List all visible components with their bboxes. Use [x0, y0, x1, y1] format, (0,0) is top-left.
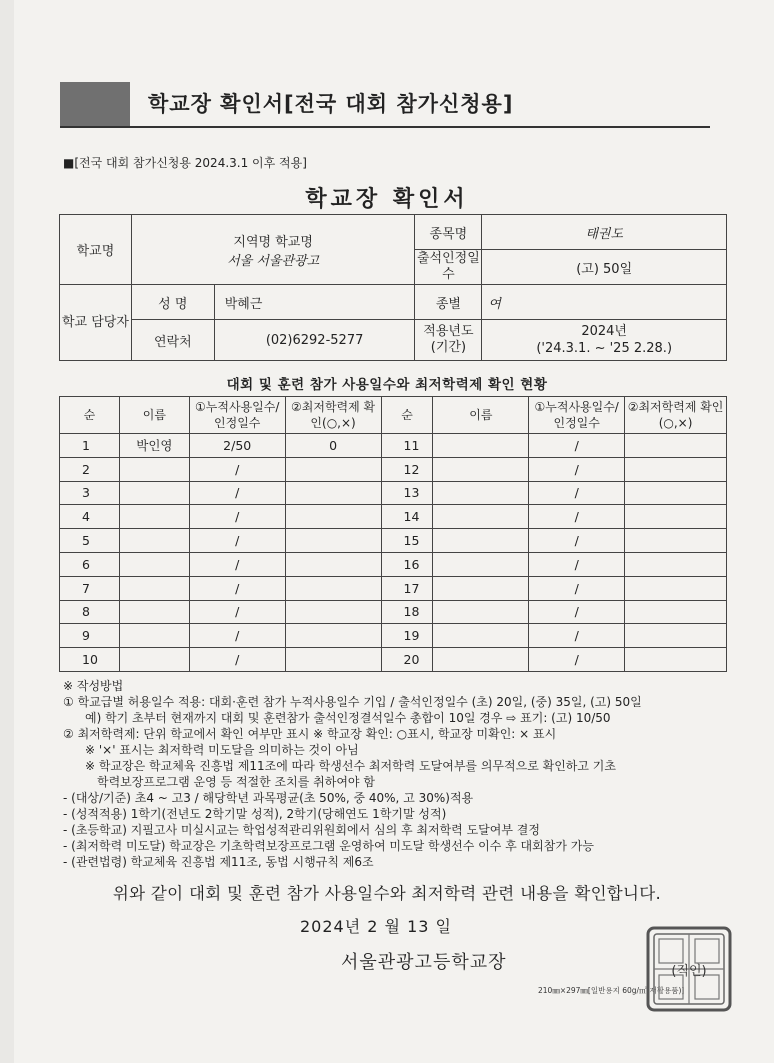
- col-header-name-left: 이름: [119, 397, 189, 434]
- row-number: 14: [381, 505, 433, 529]
- application-note: ■[전국 대회 참가신청용 2024.3.1 이후 적용]: [63, 156, 307, 170]
- header-rule: [60, 126, 710, 128]
- manager-label: 학교 담당자: [60, 285, 132, 361]
- row-number: 11: [381, 434, 433, 458]
- row-number: 5: [60, 529, 120, 553]
- detail-elementary: - (초등학교) 지필고사 미실시교는 학업성적관리위원회에서 심의 후 최저학력 도달여부 결정: [63, 823, 540, 837]
- student-name: [119, 576, 189, 600]
- col-header-check-left: ②최저학력제 확인(○,×): [285, 397, 381, 434]
- participation-table: [59, 396, 727, 672]
- row-number: 6: [60, 552, 120, 576]
- row-number: 18: [381, 600, 433, 624]
- row-number: 4: [60, 505, 120, 529]
- days-used: /: [529, 457, 625, 481]
- gender-value: 여: [482, 285, 727, 320]
- detail-grades: - (성적적용) 1학기(전년도 2학기말 성적), 2학기(당해연도 1학기말 성적): [63, 807, 447, 821]
- paper-spec: 210㎜×297㎜[일반용지 60g/㎡(재활용품)]: [538, 986, 685, 995]
- student-name: [119, 552, 189, 576]
- min-academic-check: [285, 457, 381, 481]
- min-academic-check: [625, 648, 727, 672]
- row-number: 3: [60, 481, 120, 505]
- row-number: 16: [381, 552, 433, 576]
- col-header-no-right: 순: [381, 397, 433, 434]
- school-label: 학교명: [60, 215, 132, 285]
- min-academic-check: [285, 576, 381, 600]
- student-name: [433, 481, 529, 505]
- min-academic-check: [625, 434, 727, 458]
- event-value: 태권도: [482, 215, 727, 250]
- contact-label: 연락처: [131, 320, 214, 361]
- min-academic-check: [625, 481, 727, 505]
- days-used: /: [189, 576, 285, 600]
- instruction-note-principal-cont: 학력보장프로그램 운영 등 적절한 조치를 취하여야 함: [97, 775, 375, 789]
- student-name: 박인영: [119, 434, 189, 458]
- student-name: [119, 624, 189, 648]
- student-name: [433, 552, 529, 576]
- student-name: [119, 600, 189, 624]
- min-academic-check: [285, 624, 381, 648]
- days-used: 2/50: [189, 434, 285, 458]
- row-number: 17: [381, 576, 433, 600]
- days-used: /: [529, 552, 625, 576]
- min-academic-check: [625, 624, 727, 648]
- student-name: [433, 457, 529, 481]
- school-info-table: [59, 214, 727, 361]
- detail-target: - (대상/기준) 초4 ~ 고3 / 해당학년 과목평균(초 50%, 중 40%, 고 30%)적용: [63, 791, 474, 805]
- student-name: [433, 624, 529, 648]
- student-name: [433, 529, 529, 553]
- days-used: /: [529, 505, 625, 529]
- table-row: [60, 600, 727, 624]
- student-name: [433, 505, 529, 529]
- school-principal-name: 서울관광고등학교장: [341, 952, 507, 973]
- table-row: [60, 624, 727, 648]
- form-title: 학교장 확인서: [305, 187, 469, 212]
- instruction-1: ① 학교급별 허용일수 적용: 대회·훈련 참가 누적사용일수 기입 / 출석인정일수 (초) 20일, (중) 35일, (고) 50일: [63, 695, 642, 709]
- row-number: 2: [60, 457, 120, 481]
- days-used: /: [529, 600, 625, 624]
- header-gray-block: [60, 82, 130, 126]
- min-academic-check: [285, 552, 381, 576]
- instructions-heading: ※ 작성방법: [63, 679, 124, 693]
- col-header-days-right: ①누적사용일수/인정일수: [529, 397, 625, 434]
- days-used: /: [189, 481, 285, 505]
- contact-value: (02)6292-5277: [214, 320, 415, 361]
- header-title: 학교장 확인서[전국 대회 참가신청용]: [148, 92, 514, 116]
- year-label: 적용년도 (기간): [415, 320, 482, 361]
- student-name: [433, 576, 529, 600]
- name-value: 박혜근: [214, 285, 415, 320]
- confirmation-statement: 위와 같이 대회 및 훈련 참가 사용일수와 최저학력 관련 내용을 확인합니다.: [112, 884, 662, 903]
- student-name: [119, 457, 189, 481]
- days-used: /: [189, 600, 285, 624]
- row-number: 12: [381, 457, 433, 481]
- instruction-2: ② 최저학력제: 단위 학교에서 확인 여부만 표시 ※ 학교장 확인: ○표시, 학교장 미확인: × 표시: [63, 727, 557, 741]
- days-used: /: [189, 648, 285, 672]
- school-cell: [131, 215, 415, 285]
- row-number: 19: [381, 624, 433, 648]
- min-academic-check: [285, 529, 381, 553]
- student-name: [119, 648, 189, 672]
- min-academic-check: [625, 529, 727, 553]
- min-academic-check: [625, 505, 727, 529]
- row-number: 15: [381, 529, 433, 553]
- min-academic-check: 0: [285, 434, 381, 458]
- official-seal: [645, 925, 733, 1013]
- table-row: [60, 481, 727, 505]
- min-academic-check: [625, 552, 727, 576]
- col-header-days-left: ①누적사용일수/인정일수: [189, 397, 285, 434]
- table-row: [60, 648, 727, 672]
- table-row: [60, 552, 727, 576]
- instructions: [63, 678, 743, 870]
- year-value: 2024년: [581, 324, 627, 339]
- days-used: /: [529, 434, 625, 458]
- row-number: 1: [60, 434, 120, 458]
- row-number: 20: [381, 648, 433, 672]
- row-number: 8: [60, 600, 120, 624]
- detail-law: - (관련법령) 학교체육 진흥법 제11조, 동법 시행규칙 제6조: [63, 855, 374, 869]
- issue-date: 2024년 2 월 13 일: [300, 917, 452, 936]
- row-number: 13: [381, 481, 433, 505]
- min-academic-check: [625, 600, 727, 624]
- min-academic-check: [625, 576, 727, 600]
- row-number: 10: [60, 648, 120, 672]
- detail-not-reached: - (최저학력 미도달) 학교장은 기초학력보장프로그램 운영하여 미도달 학생선수 이수 후 대회참가 가능: [63, 839, 594, 853]
- col-header-check-right: ②최저학력제 확인(○,×): [625, 397, 727, 434]
- days-used: /: [189, 457, 285, 481]
- days-used: /: [529, 624, 625, 648]
- table-row: [60, 576, 727, 600]
- event-label: 종목명: [415, 215, 482, 250]
- seal-label: (직인): [671, 964, 707, 979]
- min-academic-check: [285, 600, 381, 624]
- days-used: /: [189, 505, 285, 529]
- table-row: [60, 529, 727, 553]
- instruction-1-example: 예) 학기 초부터 현재까지 대회 및 훈련참가 출석인정결석일수 총합이 10일 경우 ⇨ 표기: (고) 10/50: [85, 711, 611, 725]
- days-used: /: [529, 481, 625, 505]
- student-name: [119, 505, 189, 529]
- col-header-no-left: 순: [60, 397, 120, 434]
- attendance-value: (고) 50일: [482, 250, 727, 285]
- student-name: [433, 648, 529, 672]
- section-title: 대회 및 훈련 참가 사용일수와 최저학력제 확인 현황: [226, 377, 548, 393]
- instruction-note-x: ※ '×' 표시는 최저학력 미도달을 의미하는 것이 아님: [85, 743, 359, 757]
- student-name: [433, 434, 529, 458]
- days-used: /: [529, 648, 625, 672]
- table-row: [60, 434, 727, 458]
- student-name: [433, 600, 529, 624]
- school-value: 서울 서울관광고: [227, 253, 320, 269]
- min-academic-check: [285, 505, 381, 529]
- table-row: [60, 505, 727, 529]
- row-number: 9: [60, 624, 120, 648]
- days-used: /: [189, 529, 285, 553]
- days-used: /: [529, 529, 625, 553]
- student-name: [119, 529, 189, 553]
- table-row: [60, 457, 727, 481]
- school-header: 지역명 학교명: [233, 234, 313, 250]
- min-academic-check: [625, 457, 727, 481]
- days-used: /: [529, 576, 625, 600]
- name-label: 성 명: [131, 285, 214, 320]
- min-academic-check: [285, 481, 381, 505]
- row-number: 7: [60, 576, 120, 600]
- days-used: /: [189, 552, 285, 576]
- col-header-name-right: 이름: [433, 397, 529, 434]
- period-value: ('24.3.1. ~ '25 2.28.): [536, 341, 673, 356]
- attendance-label: 출석인정일수: [415, 250, 482, 285]
- instruction-note-principal: ※ 학교장은 학교체육 진흥법 제11조에 따라 학생선수 최저학력 도달여부를 의무적으로 확인하고 기초: [85, 759, 616, 773]
- year-cell: [482, 320, 727, 361]
- student-name: [119, 481, 189, 505]
- min-academic-check: [285, 648, 381, 672]
- days-used: /: [189, 624, 285, 648]
- gender-label: 종별: [415, 285, 482, 320]
